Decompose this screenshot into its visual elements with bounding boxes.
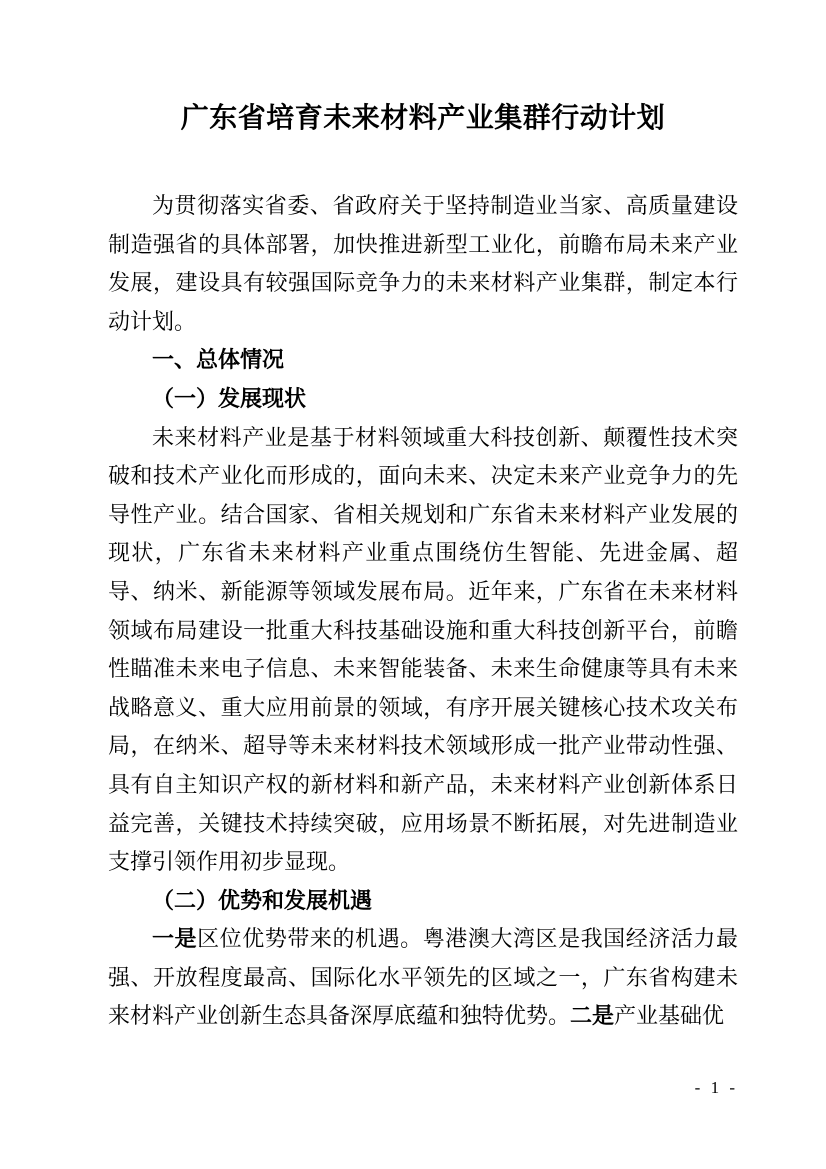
text-run: 产业基础优 — [614, 1003, 725, 1029]
paragraph-development-status: 未来材料产业是基于材料领域重大科技创新、颠覆性技术突破和技术产业化而形成的，面向未来、决定未来产业竞争力的先导性产业。结合国家、省相关规划和广东省未来材料产业发展的现状，广东省未来材料产业重点围绕仿生智能、先进金属、超导、纳米、新能源等领域发展布局。近年来，广东省在未来材料领域布局建设一批重大科技基础设施和重大科技创新平台，前瞻性瞄准未来电子信息、未来智能装备、未来生命健康等具有未来战略意义、重大应用前景的领域，有序开展关键核心技术攻关布局，在纳米、超导等未来材料技术领域形成一批产业带动性强、具有自主知识产权的新材料和新产品，未来材料产业创新体系日益完善，关键技术持续突破，应用场景不断拓展，对先进制造业支撑引领作用初步显现。 — [108, 424, 738, 875]
heading-subsection-advantages-opportunities: （二）优势和发展机遇 — [152, 887, 373, 913]
bold-text-run: 一是 — [152, 926, 198, 952]
document-content — [108, 0, 738, 1036]
heading-subsection-development-status: （一）发展现状 — [152, 385, 307, 411]
page-number: - 1 - — [694, 1078, 738, 1097]
text-run: 区位优势带来的机遇。粤港澳大湾区是我国经济活力最强、开放程度最高、国际化水平领先的区域之一，广东省构建未来材料产业创新生态具备深厚底蕴和独特优势。 — [108, 926, 738, 1029]
paragraph-intro: 为贯彻落实省委、省政府关于坚持制造业当家、高质量建设制造强省的具体部署，加快推进新型工业化，前瞻布局未来产业发展，建设具有较强国际竞争力的未来材料产业集群，制定本行动计划。 — [108, 193, 738, 334]
heading-section-overall: 一、总体情况 — [152, 347, 285, 373]
document-title: 广东省培育未来材料产业集群行动计划 — [180, 103, 666, 134]
paragraph-advantages-opportunities — [108, 920, 738, 1036]
bold-text-run: 二是 — [570, 1003, 615, 1029]
